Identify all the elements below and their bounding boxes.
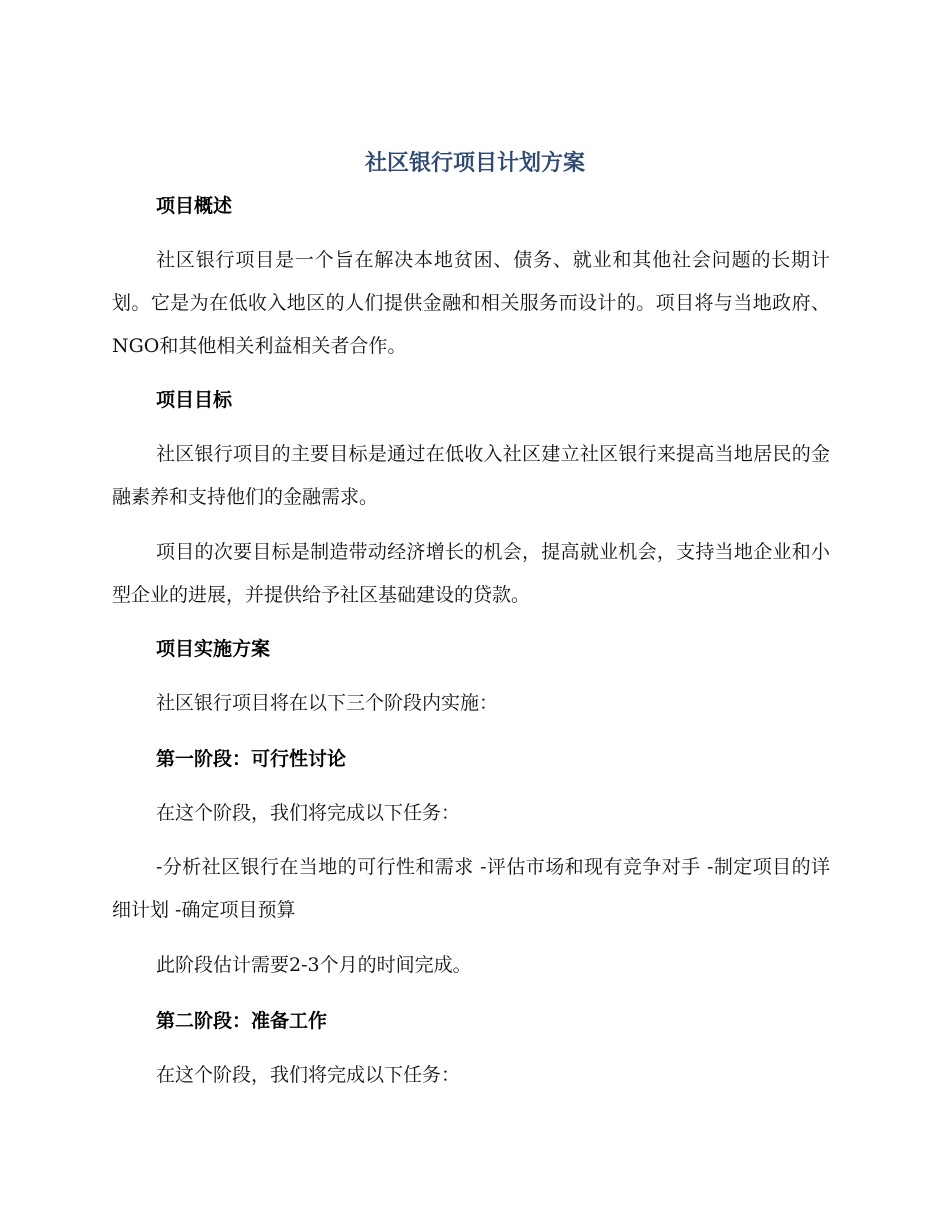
paragraph-phase-two-intro: 在这个阶段，我们将完成以下任务： [156,1064,461,1086]
paragraph-secondary-goal: 项目的次要目标是制造带动经济增长的机会，提高就业机会，支持当地企业和小型企业的进展，并提供给予社区基础建设的贷款。 [112,541,830,606]
paragraph-primary-goal: 社区银行项目的主要目标是通过在低收入社区建立社区银行来提高当地居民的金融素养和支持他们的金融需求。 [112,443,830,508]
section-heading-overview: 项目概述 [156,195,233,217]
paragraph-overview: 社区银行项目是一个旨在解决本地贫困、债务、就业和其他社会问题的长期计划。它是为在低收入地区的人们提供金融和相关服务而设计的。项目将与当地政府、NGO和其他相关利益相关者合作。 [112,249,830,357]
paragraph-phase-one-duration: 此阶段估计需要2-3个月的时间完成。 [156,954,472,976]
paragraph-phase-one-tasks: -分析社区银行在当地的可行性和需求 -评估市场和现有竞争对手 -制定项目的详细计划 -确定项目预算 [112,856,830,921]
paragraph-phase-one-intro: 在这个阶段，我们将完成以下任务： [156,802,461,824]
section-heading-implementation: 项目实施方案 [156,638,271,660]
section-heading-phase-one: 第一阶段：可行性讨论 [156,748,347,770]
section-heading-phase-two: 第二阶段：准备工作 [156,1010,328,1032]
paragraph-implementation-intro: 社区银行项目将在以下三个阶段内实施： [156,692,499,714]
document-title: 社区银行项目计划方案 [364,151,585,176]
section-heading-goals: 项目目标 [156,389,233,411]
